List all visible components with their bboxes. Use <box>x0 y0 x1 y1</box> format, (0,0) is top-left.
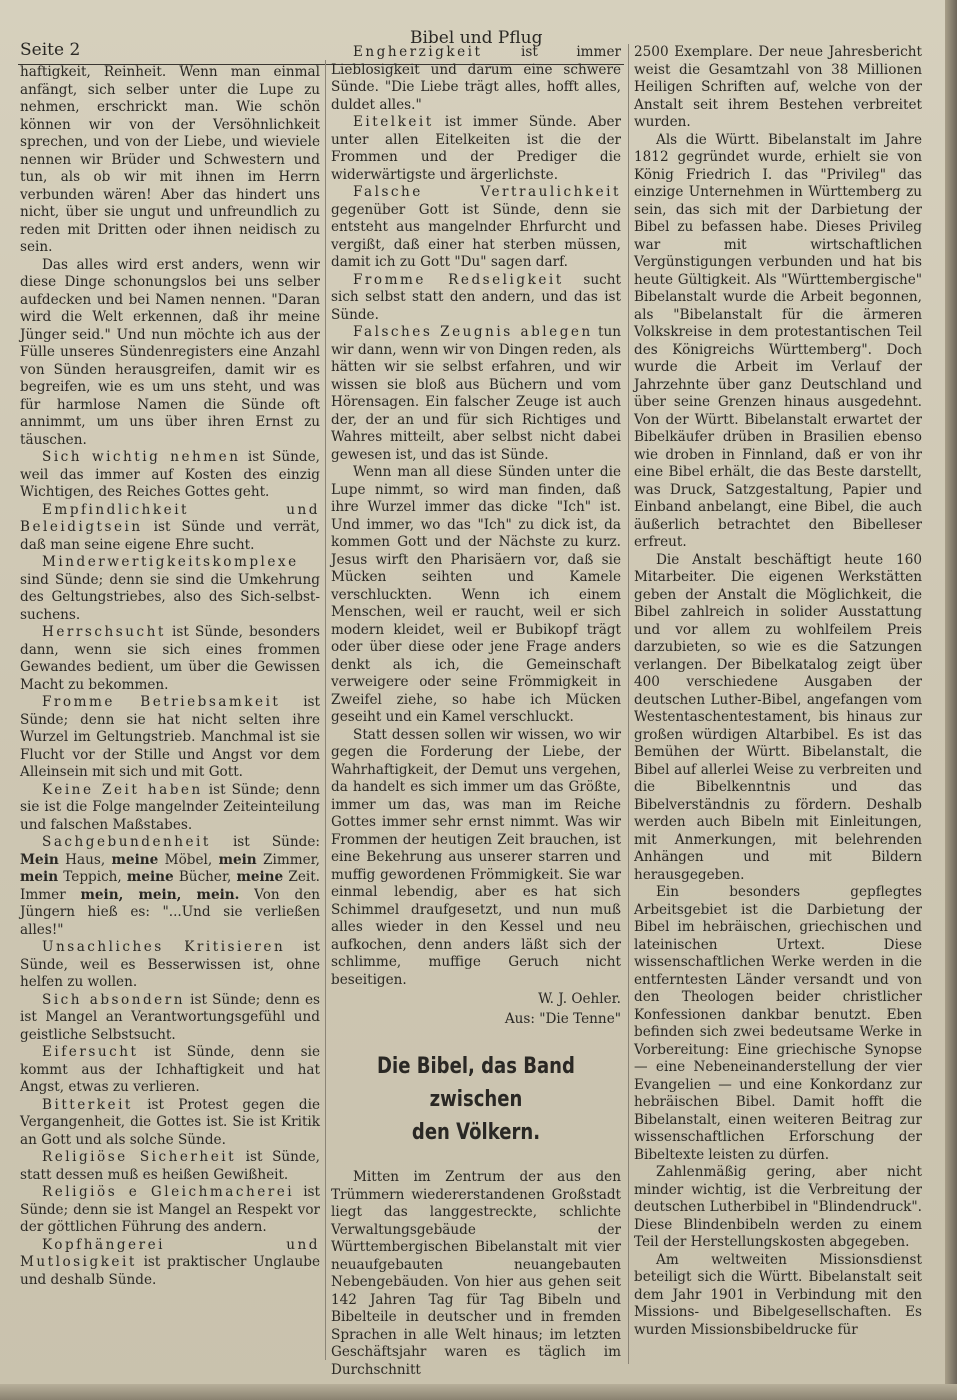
author-signature: W. J. Oehler. <box>538 991 621 1007</box>
sin-term: Fromme Betriebsamkeit <box>42 694 281 710</box>
sin-entry-sachgebundenheit <box>20 834 320 939</box>
sin-text: tun wir dann, wenn wir von Dingen reden, als hätten wir sie selbst erfahren, und wir wissen sie bloß aus Büchern und vom Hörensagen. Ein falscher Zeuge ist auch der, der an und für sich Richtiges und Wahres mitteilt, aber selbst nicht dabei gewesen ist, und das ist Sünde. <box>331 324 621 463</box>
sin-text: Von den Jüngern hieß es: "...Und sie verließen alles!" <box>20 886 320 938</box>
column-1 <box>20 64 320 1364</box>
page-bottom-edge <box>0 1384 957 1400</box>
paragraph: Mitten im Zentrum der aus den Trümmern wiedererstandenen Großstadt liegt das langgestreckte, schlichte Verwaltungsgebäude der Württembergischen Bibelanstalt mit vier neuaufgebauten neuangebauten Nebengebäuden. Von hier aus gehen seit 142 Jahren Tag für Tag Bibeln und Bibelteile in deutscher und in fremden Sprachen in alle Welt hinaus; im letzten Geschäftsjahr waren es täglich im Durchschnitt <box>331 1169 621 1378</box>
sin-text: ist Sünde und verrät, daß man seine eigene Ehre sucht. <box>20 519 320 553</box>
sin-entry <box>20 694 320 782</box>
sin-text: Bücher, <box>173 869 237 885</box>
sin-text: gegenüber Gott ist Sünde, denn sie entsteht aus mangelnder Ehrfurcht und vergißt, daß einer hat sterben müssen, damit ich zu Gott "Du" sagen darf. <box>331 201 621 270</box>
sin-entry <box>20 1149 320 1184</box>
sin-entry <box>20 782 320 835</box>
paragraph: Statt dessen sollen wir wissen, wo wir gegen die Forderung der Liebe, der Wahrhaftigkeit, der Demut uns vergehen, da handelt es sich immer um das Größte, immer um das, was man im Reiche Gottes immer sehr ernst nimmt. Was wir Frommen der heutigen Zeit brauchen, ist eine Bekehrung aus unserer starren und muffig gewordenen Frömmigkeit. Sie war einmal lebendig, aber es hat sich Schimmel draufgesetzt, und nun muß alles wieder in den Kessel und neu aufkochen, denn anders läßt sich der schlimme, muffige Geruch nicht beseitigen. <box>331 726 621 988</box>
heading-line: Die Bibel, das Band zwischen <box>377 1054 575 1112</box>
sin-text: ist Sünde; denn sie ist Mangel an Respekt vor der göttlichen Führung des andern. <box>20 1184 320 1235</box>
sin-term: Sich absondern <box>42 991 185 1008</box>
sin-text: ist Sünde, weil das immer auf Kosten des einzig Wichtigen, des Reiches Gottes geht. <box>20 449 320 500</box>
sin-term: Bitterkeit <box>42 1096 133 1113</box>
emphasis: mein, mein, mein. <box>80 886 240 903</box>
sin-term: Engherzigkeit <box>353 44 483 60</box>
sin-entry <box>20 1237 320 1290</box>
sin-text: Haus, <box>58 851 112 868</box>
sin-term: Kopfhängerei und Mutlosigkeit <box>20 1236 320 1270</box>
paragraph: Zahlenmäßig gering, aber nicht minder wichtig, ist die Verbreitung der deutschen Lutherbibel in "Blindendruck". Diese Blindenbibeln werden zu einem Teil der Herstellungskosten abgegeben. <box>634 1164 922 1250</box>
heading-line: den Völkern. <box>411 1120 541 1145</box>
sin-entry <box>331 324 621 464</box>
sin-text: Zeit. Immer <box>20 869 320 903</box>
paragraph: Am weltweiten Missionsdienst beteiligt sich die Württ. Bibelanstalt seit dem Jahr 1901 in Verbindung mit den Missions- und Bibelgesellschaften. Es wurden Missionsbibeldrucke für <box>634 1251 922 1338</box>
sin-text: ist Sünde, denn sie kommt aus der Ichhaftigkeit und hat Angst, etwas zu verlieren. <box>20 1044 320 1095</box>
sin-term: Keine Zeit haben <box>42 781 203 798</box>
sin-term: Religiös e Gleichmacherei <box>42 1184 295 1200</box>
sin-text: Möbel, <box>158 851 219 868</box>
sin-term: Falsche Vertraulichkeit <box>353 184 621 200</box>
sin-entry <box>331 272 621 325</box>
emphasis: mein <box>20 869 59 885</box>
emphasis: meine <box>236 869 284 885</box>
sin-term: Fromme Redseligkeit <box>353 271 564 288</box>
paragraph: Die Anstalt beschäftigt heute 160 Mitarbeiter. Die eigenen Werkstätten geben der Anstalt die Möglichkeit, die Bibel zahlreich in solider Ausstattung und vor allem zu wohlfeilem Preis darzubieten, so wie es die Satzungen verlangen. Der Bibelkatalog zeigt über 400 verschiedene Ausgaben der deutschen Luther-Bibel, angefangen vom Westentaschentestament, bis hinaus zur großen würdigen Altarbibel. Es ist das Bemühen der Württ. Bibelanstalt, die Bibel auf allerlei Weise zu verbreiten und die Bibelkenntnis und das Bibelverständnis zu fördern. Deshalb werden auch Bibeln mit Einleitungen, mit Anmerkungen, mit belehrenden Anhängen und mit Bildern herausgegeben. <box>634 551 922 883</box>
column-2 <box>331 44 621 1378</box>
paragraph: Als die Württ. Bibelanstalt im Jahre 1812 gegründet wurde, erhielt sie von König Friedrich I. das "Privileg" das einzige Unternehmen in Württemberg zu sein, das sich mit der Darbietung der Bibel zu befassen habe. Dieses Privileg war mit wirtschaftlichen Vergünstigungen verbunden und hat bis heute Gültigkeit. Als "Württembergische" Bibelanstalt wurde die Arbeit begonnen, als "Bibelanstalt für die ärmeren Volkskreise in dem protestantischen Teil des Königreichs Württemberg". Doch wurde die Arbeit im Verlauf der Jahrzehnte über ganz Deutschland und über seine Grenzen hinaus ausgedehnt. Von der Württ. Bibelanstalt erwartet der Bibelkäufer drüben in Brasilien ebenso wie droben in Finnland, daß er von ihr eine Bibel erhält, die das Beste darstellt, was Druck, Satzgestaltung, Papier und Einband anbelangt, eine Bibel, die auch äußerlich betrachtet den Bibelleser erfreut. <box>634 131 922 550</box>
sin-entry <box>20 554 320 624</box>
sin-entry <box>331 114 621 184</box>
page-edge-shadow <box>945 0 957 1400</box>
sin-term: Sachgebundenheit <box>42 834 211 850</box>
sin-text: sucht sich selbst statt den andern, und das ist Sünde. <box>331 271 621 323</box>
sin-text: ist Sünde: <box>210 834 320 850</box>
emphasis: Mein <box>20 851 59 868</box>
sin-text: ist Sünde, statt dessen muß es heißen Gewißheit. <box>20 1149 320 1183</box>
sin-term: Falsches Zeugnis ablegen <box>353 324 593 340</box>
sin-term: Eitelkeit <box>353 114 434 130</box>
sin-entry <box>20 449 320 502</box>
sin-entry <box>331 44 621 114</box>
sin-text: Zimmer, <box>256 851 321 868</box>
sin-entry <box>20 502 320 555</box>
article-heading <box>357 1050 595 1149</box>
sin-entry <box>20 1097 320 1150</box>
sin-text: ist Sünde, besonders dann, wenn sie sich eines frommen Gewandes bedient, um über die Gewissen Macht zu bekommen. <box>20 624 320 693</box>
emphasis: meine <box>126 869 174 885</box>
sin-text: ist Sünde; denn sie ist die Folge mangelnder Zeiteinteilung und falschen Maßstabes. <box>20 781 321 833</box>
sin-text: sind Sünde; denn sie sind die Umkehrung des Geltungstriebes, also des Sich-selbst-suchens. <box>20 571 320 623</box>
emphasis: meine <box>111 851 159 868</box>
sin-entry <box>331 184 621 272</box>
column-rule <box>325 60 326 1360</box>
emphasis: mein <box>218 851 257 868</box>
sin-entry <box>20 992 320 1045</box>
paragraph: Ein besonders gepflegtes Arbeitsgebiet ist die Darbietung der Bibel im hebräischen, griechischen und lateinischen Urtext. Diese wissenschaftlichen Werke werden in die entferntesten Länder versandt und von den Theologen beider christlicher Konfessionen dankbar benutzt. Eben befinden sich zwei bedeutsame Werke in Vorbereitung: Eine griechische Synopse — eine Nebeneinanderstellung der vier Evangelien — und eine Konkordanz zur hebräischen Bibel. Damit hofft die Bibelanstalt, einen weiteren Beitrag zur wissenschaftlichen Erforschung der Bibeltexte leisten zu dürfen. <box>634 884 922 1163</box>
sin-text: ist immer Lieblosigkeit und darum eine schwere Sünde. "Die Liebe trägt alles, hofft alles, duldet alles." <box>331 44 621 113</box>
running-title: Bibel und Pflug <box>410 28 543 48</box>
sin-entry <box>20 624 320 694</box>
sin-text: ist praktischer Unglaube und deshalb Sünde. <box>20 1254 320 1288</box>
paragraph: Wenn man all diese Sünden unter die Lupe nimmt, so wird man finden, daß ihre Wurzel immer das dicke "Ich" ist. Und immer, wo das "Ich" zu dick ist, da kommen Gott und der Nächste zu kurz. Jesus wirft den Pharisäern vor, daß sie Mücken seihten und Kamele verschluckten. Wenn ich einem Menschen, weil er raucht, weil er sich modern kleidet, weil er Bubikopf trägt oder über diese oder jene Frage anders denkt als ich, die Gemeinschaft verweigere oder seine Frömmigkeit in Zweifel ziehe, so habe ich Mücken geseiht und ein Kamel verschluckt. <box>331 464 621 725</box>
sin-text: Teppich, <box>58 869 127 885</box>
source-line: Aus: "Die Tenne" <box>504 1010 621 1027</box>
sin-term: Minderwertigkeitskomplexe <box>42 554 299 570</box>
sin-entry <box>20 939 320 992</box>
column-3 <box>634 44 922 1374</box>
paragraph: Das alles wird erst anders, wenn wir diese Dinge schonungslos bei uns selber aufdecken und bei Namen nennen. "Daran wird die Welt erkennen, daß ihr meine Jünger seid." Und nun möchte ich aus der Fülle unseres Sündenregisters eine Anzahl von Sünden herausgreifen, damit wir es begreifen, wie es um uns steht, und was für harmlose Namen die Sünde oft annimmt, um uns über ihren Ernst zu täuschen. <box>20 256 320 448</box>
sin-text: ist Sünde; denn es ist Mangel an Verantwortungsgefühl und geistliche Selbstsucht. <box>20 991 321 1043</box>
paragraph: haftigkeit, Reinheit. Wenn man einmal anfängt, sich selber unter die Lupe zu nehmen, erschrickt man. Wie schön können wir von der Versöhnlichkeit sprechen, und von der Liebe, und wieviele nennen wir Brüder und Schwestern und tun, als ob wir mit ihnen im Herrn verbunden wären! Aber das hindert uns nicht, über sie ungut und unfreundlich zu reden mit Dritten oder ihnen neidisch zu sein. <box>20 64 320 255</box>
sin-text: ist Protest gegen die Vergangenheit, die Gottes ist. Sie ist Kritik an Gott und als solche Sünde. <box>20 1096 320 1148</box>
sin-entry <box>20 1184 320 1237</box>
sin-text: ist Sünde; denn sie hat nicht selten ihre Wurzel im Geltungstrieb. Manchmal ist sie Flucht vor der Stille und Angst vor dem Alleinsein mit sich und mit Gott. <box>20 694 320 780</box>
page-number: Seite 2 <box>20 40 81 60</box>
sin-term: Sich wichtig nehmen <box>42 449 241 465</box>
column-rule <box>628 44 629 1364</box>
sin-term: Herrschsucht <box>42 624 166 640</box>
sin-entry <box>20 1044 320 1097</box>
paragraph: 2500 Exemplare. Der neue Jahresbericht weist die Gesamtzahl von 38 Millionen Heiligen Schriften auf, welche von der Anstalt seit ihrem Bestehen verbreitet wurden. <box>634 44 922 130</box>
sin-term: Empfindlichkeit und Beleidigtsein <box>20 501 320 535</box>
sin-term: Unsachliches Kritisieren <box>42 939 286 955</box>
sin-term: Religiöse Sicherheit <box>42 1149 237 1165</box>
sin-text: ist Sünde, weil es Besserwissen ist, ohne helfen zu wollen. <box>20 939 320 990</box>
sin-text: ist immer Sünde. Aber unter allen Eitelkeiten ist die der Frommen und der Prediger die widerwärtigste und ärgerlichste. <box>331 114 621 183</box>
sin-term: Eifersucht <box>42 1044 139 1060</box>
